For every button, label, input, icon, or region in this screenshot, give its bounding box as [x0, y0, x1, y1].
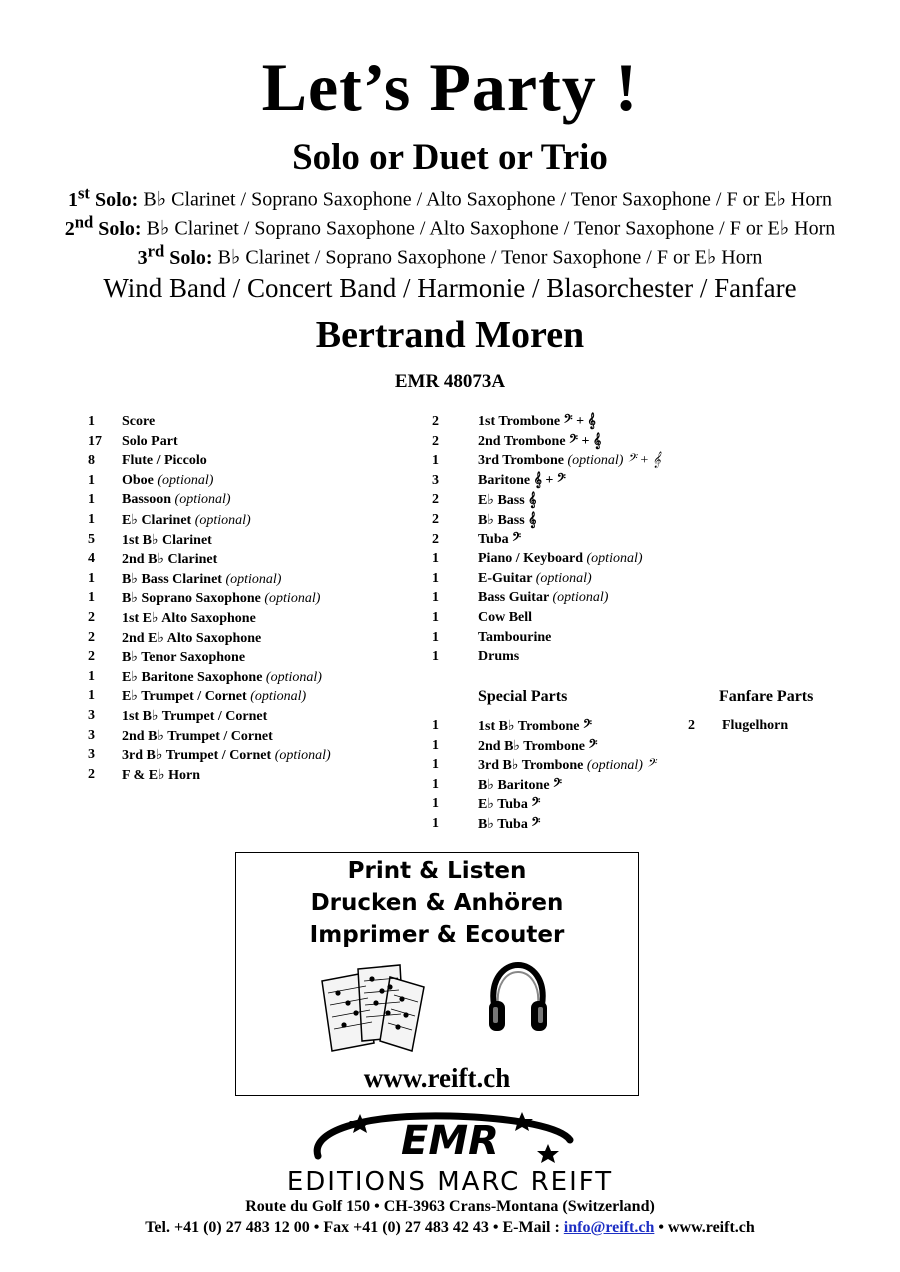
part-name: 3rd Trombone (optional) 𝄢 + 𝄞	[478, 453, 661, 469]
part-quantity: 1	[432, 757, 439, 773]
part-row	[432, 610, 661, 630]
special-parts-list	[432, 718, 655, 836]
part-quantity: 1	[432, 649, 439, 665]
part-name: Score	[122, 414, 156, 429]
part-quantity: 1	[432, 737, 439, 753]
part-quantity: 1	[432, 551, 439, 567]
part-optional-note: (optional)	[264, 591, 321, 607]
part-name: Flugelhorn	[722, 718, 789, 733]
part-row	[432, 630, 661, 650]
part-quantity: 2	[432, 414, 439, 429]
catalog-code: EMR 48073A	[394, 371, 506, 392]
part-name: Tuba 𝄢	[478, 531, 522, 547]
part-name: Cow Bell	[478, 609, 533, 625]
part-quantity: 1	[88, 414, 95, 429]
part-row	[432, 414, 661, 434]
part-name: B♭ Tenor Saxophone	[122, 650, 246, 666]
part-quantity: 2	[88, 609, 95, 625]
part-quantity: 17	[88, 433, 102, 449]
part-name: B♭ Soprano Saxophone (optional)	[122, 591, 321, 607]
print-listen-fr: Imprimer & Ecouter	[309, 922, 565, 948]
part-row	[432, 738, 655, 758]
part-name: Baritone 𝄞 + 𝄢	[478, 472, 566, 488]
special-parts-heading: Special Parts	[478, 688, 568, 705]
part-quantity: 3	[88, 727, 95, 743]
part-row	[432, 649, 661, 669]
website-url[interactable]: www.reift.ch	[363, 1063, 511, 1093]
part-name: 2nd E♭ Alto Saxophone	[122, 630, 262, 646]
part-name: Tambourine	[478, 629, 552, 645]
part-name: Bassoon (optional)	[122, 492, 231, 508]
part-name: B♭ Bass 𝄞	[478, 512, 537, 528]
part-quantity: 1	[88, 570, 95, 586]
part-optional-note: (optional)	[535, 570, 592, 586]
part-quantity: 1	[432, 609, 439, 625]
part-optional-note: (optional)	[225, 571, 282, 587]
part-row	[432, 590, 661, 610]
part-name: 3rd B♭ Trombone (optional) 𝄢	[478, 758, 656, 774]
part-name: 1st E♭ Alto Saxophone	[122, 610, 256, 626]
part-optional-note: (optional) 𝄢	[586, 758, 656, 774]
part-quantity: 1	[88, 492, 95, 508]
publisher-contact: Tel. +41 (0) 27 483 12 00 • Fax +41 (0) 27 483 42 43 • E-Mail : info@reift.ch • www.reift.ch	[145, 1219, 755, 1236]
part-name: 1st B♭ Trumpet / Cornet	[122, 708, 268, 724]
part-quantity: 2	[432, 433, 439, 449]
part-name: E♭ Baritone Saxophone (optional)	[122, 669, 322, 685]
part-quantity: 5	[88, 531, 95, 547]
part-row	[88, 532, 331, 552]
solo-line-3: 3rd Solo: B♭ Clarinet / Soprano Saxophone / Tenor Saxophone / F or E♭ Horn	[137, 241, 763, 269]
part-quantity: 2	[88, 629, 95, 645]
part-name: 2nd B♭ Trumpet / Cornet	[122, 728, 273, 744]
part-row	[432, 796, 655, 816]
print-listen-de: Drucken & Anhören	[310, 890, 564, 916]
part-optional-note: (optional)	[157, 472, 214, 488]
part-name: 2nd Trombone 𝄢 + 𝄞	[478, 433, 602, 449]
part-name: B♭ Bass Clarinet (optional)	[122, 571, 282, 587]
part-name: 2nd B♭ Trombone 𝄢	[478, 738, 598, 754]
part-row	[432, 777, 655, 797]
part-quantity: 3	[88, 707, 95, 723]
headphones-icon	[486, 961, 550, 1037]
part-row	[88, 434, 331, 454]
email-link[interactable]: info@reift.ch	[563, 1219, 655, 1236]
part-name: Piano / Keyboard (optional)	[478, 551, 643, 567]
part-name: E♭ Tuba 𝄢	[478, 797, 541, 813]
part-row	[88, 473, 331, 493]
part-quantity: 1	[432, 453, 439, 469]
part-row	[88, 688, 331, 708]
svg-text:EMR: EMR	[401, 1118, 499, 1164]
part-quantity: 2	[88, 649, 95, 665]
part-quantity: 8	[88, 453, 95, 469]
part-optional-note: (optional)	[265, 669, 322, 685]
part-quantity: 1	[88, 511, 95, 527]
part-row	[88, 571, 331, 591]
part-name: 1st B♭ Clarinet	[122, 532, 212, 548]
subtitle: Solo or Duet or Trio	[292, 137, 608, 178]
part-quantity: 1	[88, 688, 95, 704]
part-name: 3rd B♭ Trumpet / Cornet (optional)	[122, 748, 331, 764]
sheet-music-icon	[320, 963, 430, 1055]
part-row	[432, 532, 661, 552]
part-row	[88, 590, 331, 610]
part-row	[432, 434, 661, 454]
part-row	[88, 551, 331, 571]
parts-list-left	[88, 414, 331, 786]
print-listen-en: Print & Listen	[347, 858, 527, 884]
part-quantity: 1	[432, 776, 439, 792]
part-name: Flute / Piccolo	[122, 453, 207, 469]
part-quantity: 2	[88, 766, 95, 782]
part-name: E♭ Clarinet (optional)	[122, 512, 251, 528]
part-quantity: 3	[432, 472, 439, 488]
publisher-address: Route du Golf 150 • CH-3963 Crans-Montana (Switzerland)	[245, 1198, 655, 1215]
part-row	[88, 630, 331, 650]
part-quantity: 1	[88, 590, 95, 606]
part-row	[432, 473, 661, 493]
part-optional-note: (optional) 𝄢 + 𝄞	[567, 453, 661, 469]
fanfare-parts-list	[688, 718, 788, 738]
part-quantity: 1	[432, 629, 439, 645]
emr-logo	[300, 1106, 600, 1168]
parts-list-middle	[432, 414, 661, 669]
part-quantity: 3	[88, 747, 95, 763]
part-quantity: 2	[688, 718, 695, 733]
part-quantity: 2	[432, 492, 439, 508]
part-name: B♭ Baritone 𝄢	[478, 777, 563, 793]
fanfare-parts-heading: Fanfare Parts	[719, 688, 814, 705]
part-row	[88, 708, 331, 728]
part-optional-note: (optional)	[586, 551, 643, 567]
part-name: E-Guitar (optional)	[478, 570, 592, 586]
part-row	[88, 492, 331, 512]
solo-line-1: 1st Solo: B♭ Clarinet / Soprano Saxophone / Alto Saxophone / Tenor Saxophone / F or E♭ Horn	[67, 183, 833, 211]
part-name: E♭ Trumpet / Cornet (optional)	[122, 689, 307, 705]
part-name: Solo Part	[122, 433, 178, 449]
part-row	[432, 492, 661, 512]
part-quantity: 1	[432, 796, 439, 812]
part-row	[88, 747, 331, 767]
part-name: F & E♭ Horn	[122, 767, 201, 783]
part-optional-note: (optional)	[274, 748, 331, 764]
part-name: B♭ Tuba 𝄢	[478, 816, 541, 832]
part-quantity: 1	[432, 590, 439, 606]
part-row	[688, 718, 788, 738]
part-row	[432, 512, 661, 532]
part-name: Drums	[478, 649, 520, 665]
part-name: Bass Guitar (optional)	[478, 590, 609, 606]
part-quantity: 2	[432, 531, 439, 547]
part-row	[88, 414, 331, 434]
part-name: Oboe (optional)	[122, 472, 214, 488]
part-row	[432, 571, 661, 591]
composer-name: Bertrand Moren	[315, 314, 585, 356]
part-optional-note: (optional)	[174, 492, 231, 508]
print-listen-box	[235, 852, 639, 1096]
part-optional-note: (optional)	[552, 590, 609, 606]
part-row	[432, 816, 655, 836]
part-row	[88, 610, 331, 630]
part-name: E♭ Bass 𝄞	[478, 493, 537, 509]
part-optional-note: (optional)	[194, 512, 251, 528]
part-row	[88, 669, 331, 689]
part-row	[432, 757, 655, 777]
part-row	[88, 767, 331, 787]
part-quantity: 1	[432, 718, 439, 733]
page-title: Let’s Party !	[261, 49, 639, 125]
part-row	[88, 453, 331, 473]
ensemble-line: Wind Band / Concert Band / Harmonie / Blasorchester / Fanfare	[103, 273, 797, 303]
part-quantity: 1	[432, 570, 439, 586]
part-name: 1st Trombone 𝄢 + 𝄞	[478, 414, 596, 429]
part-quantity: 1	[88, 472, 95, 488]
part-quantity: 4	[88, 551, 95, 567]
part-row	[88, 649, 331, 669]
publisher-name: EDITIONS MARC REIFT	[286, 1167, 614, 1197]
part-row	[432, 453, 661, 473]
part-name: 1st B♭ Trombone 𝄢	[478, 719, 593, 734]
part-name: 2nd B♭ Clarinet	[122, 552, 218, 568]
part-quantity: 1	[88, 668, 95, 684]
part-row	[88, 512, 331, 532]
part-row	[432, 718, 655, 738]
part-quantity: 1	[432, 815, 439, 831]
part-optional-note: (optional)	[250, 689, 307, 705]
part-row	[432, 551, 661, 571]
part-row	[88, 728, 331, 748]
part-quantity: 2	[432, 511, 439, 527]
solo-line-2: 2nd Solo: B♭ Clarinet / Soprano Saxophone / Alto Saxophone / Tenor Saxophone / F or E♭ Horn	[64, 212, 836, 240]
